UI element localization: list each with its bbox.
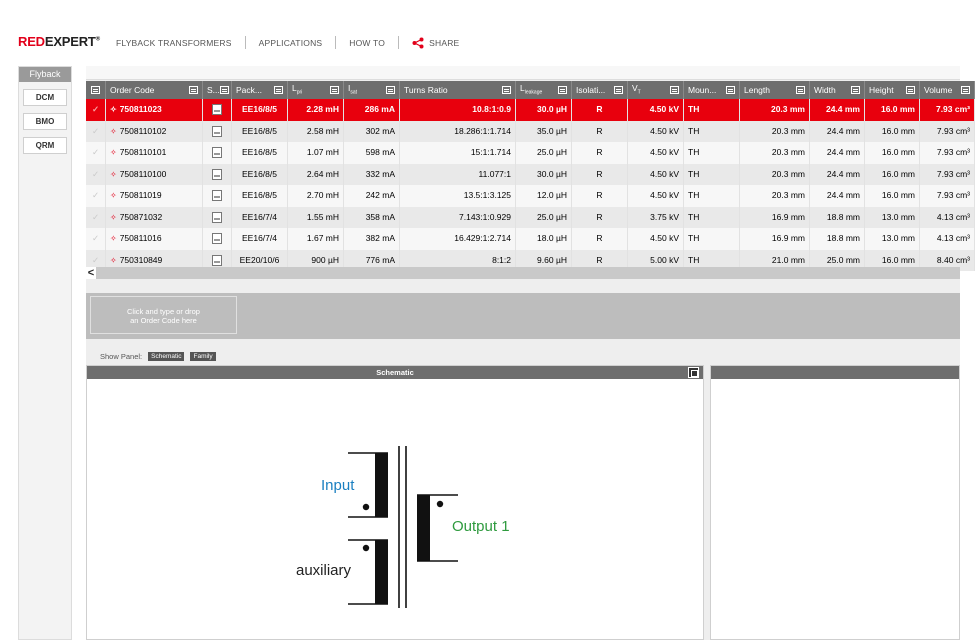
table-cell: 18.0 µH <box>516 228 572 250</box>
table-cell: 4.50 kV <box>628 142 684 164</box>
order-code: 750871032 <box>119 211 163 222</box>
column-menu-icon[interactable] <box>330 86 339 94</box>
table-cell: 286 mA <box>344 99 400 121</box>
compare-icon[interactable]: ✧ <box>110 169 117 179</box>
show-panel-label: Show Panel: <box>100 352 143 361</box>
table-row[interactable] <box>86 164 970 186</box>
table-cell: 7.93 cm³ <box>920 121 975 143</box>
table-cell: 16.9 mm <box>740 207 810 229</box>
table-cell: TH <box>684 99 740 121</box>
table-cell: 20.3 mm <box>740 121 810 143</box>
table-cell: 7.143:1:0.929 <box>400 207 516 229</box>
auxiliary-label: auxiliary <box>296 562 352 579</box>
datasheet-cell <box>203 142 232 164</box>
row-checkbox[interactable]: ✓ <box>86 185 106 207</box>
pdf-datasheet-icon[interactable] <box>212 233 222 244</box>
table-cell: 7.93 cm³ <box>920 142 975 164</box>
table-cell: 2.70 mH <box>288 185 344 207</box>
column-header[interactable] <box>920 81 975 99</box>
row-checkbox[interactable]: ✓ <box>86 207 106 229</box>
show-schematic-button[interactable]: Schematic <box>148 352 184 361</box>
row-checkbox[interactable]: ✓ <box>86 250 106 272</box>
datasheet-cell <box>203 121 232 143</box>
datasheet-cell <box>203 207 232 229</box>
order-code-cell[interactable] <box>106 164 203 186</box>
schematic-title-bar <box>87 366 703 379</box>
table-cell: TH <box>684 250 740 272</box>
schematic-title: Schematic <box>376 368 414 377</box>
column-header[interactable] <box>232 81 288 99</box>
table-cell: 18.286:1:1.714 <box>400 121 516 143</box>
row-checkbox[interactable]: ✓ <box>86 164 106 186</box>
row-checkbox[interactable]: ✓ <box>86 228 106 250</box>
table-cell: 4.50 kV <box>628 99 684 121</box>
pdf-datasheet-icon[interactable] <box>212 104 222 115</box>
compare-icon[interactable]: ✧ <box>110 105 117 114</box>
order-code: 750811019 <box>119 190 162 200</box>
table-cell: 302 mA <box>344 121 400 143</box>
table-cell: 598 mA <box>344 142 400 164</box>
table-cell: 16.0 mm <box>865 164 920 186</box>
table-cell: 7.93 cm³ <box>920 99 975 121</box>
drop-zone-line-1: Click and type or drop <box>127 307 200 316</box>
table-cell: TH <box>684 142 740 164</box>
show-panel-bar <box>100 352 216 361</box>
table-cell: 8:1:2 <box>400 250 516 272</box>
table-cell: 10.8:1:0.9 <box>400 99 516 121</box>
table-cell: 11.077:1 <box>400 164 516 186</box>
table-cell: 15:1:1.714 <box>400 142 516 164</box>
select-all-menu[interactable] <box>86 81 106 99</box>
table-row[interactable] <box>86 121 970 143</box>
column-menu-icon[interactable] <box>274 86 283 94</box>
table-cell: EE16/8/5 <box>232 99 288 121</box>
table-cell: 18.8 mm <box>810 207 865 229</box>
row-checkbox[interactable]: ✓ <box>86 121 106 143</box>
table-cell: 24.4 mm <box>810 99 865 121</box>
compare-icon[interactable]: ✧ <box>110 126 117 136</box>
drop-zone-line-2: an Order Code here <box>130 316 197 325</box>
table-cell: 900 µH <box>288 250 344 272</box>
table-cell: 25.0 µH <box>516 207 572 229</box>
order-code: 7508110102 <box>119 125 167 136</box>
column-menu-icon[interactable] <box>189 86 198 94</box>
sidebar-item-bmo[interactable]: BMO <box>23 113 67 130</box>
nav-flyback-transformers[interactable]: FLYBACK TRANSFORMERS <box>116 37 232 48</box>
table-cell: 20.3 mm <box>740 142 810 164</box>
column-header[interactable] <box>203 81 232 99</box>
pdf-datasheet-icon[interactable] <box>212 255 222 266</box>
share-label: SHARE <box>429 37 460 48</box>
compare-icon[interactable]: ✧ <box>110 212 117 222</box>
column-menu-icon[interactable] <box>386 86 395 94</box>
column-header[interactable] <box>572 81 628 99</box>
table-cell: R <box>572 142 628 164</box>
input-label: Input <box>321 477 355 494</box>
column-menu-icon[interactable] <box>670 86 679 94</box>
table-cell: 4.13 cm³ <box>920 207 975 229</box>
table-cell: 4.50 kV <box>628 121 684 143</box>
table-cell: 16.0 mm <box>865 250 920 272</box>
column-header-subscript: sat <box>350 89 358 96</box>
sidebar-item-qrm[interactable]: QRM <box>23 137 67 154</box>
order-code-cell[interactable] <box>106 185 203 207</box>
datasheet-cell <box>203 228 232 250</box>
table-row[interactable] <box>86 228 970 250</box>
row-checkbox[interactable]: ✓ <box>86 99 106 121</box>
column-menu-icon[interactable] <box>851 86 860 94</box>
column-menu-icon[interactable] <box>796 86 805 94</box>
share-icon <box>412 37 424 49</box>
column-header[interactable] <box>400 81 516 99</box>
column-header[interactable] <box>344 81 400 99</box>
row-checkbox[interactable]: ✓ <box>86 142 106 164</box>
pdf-datasheet-icon[interactable] <box>212 212 222 223</box>
column-header-label: I <box>348 82 351 93</box>
column-menu-icon[interactable] <box>726 86 735 94</box>
table-cell: R <box>572 228 628 250</box>
compare-icon[interactable]: ✧ <box>110 255 117 265</box>
nav-divider <box>245 36 246 49</box>
column-header-label: Length <box>744 85 770 95</box>
table-cell: 2.58 mH <box>288 121 344 143</box>
order-code: 750811023 <box>119 104 162 114</box>
column-header[interactable] <box>516 81 572 99</box>
order-code: 7508110101 <box>119 147 167 157</box>
pdf-datasheet-icon[interactable] <box>212 126 222 137</box>
table-cell: TH <box>684 185 740 207</box>
table-cell: 16.0 mm <box>865 185 920 207</box>
table-cell: 20.3 mm <box>740 164 810 186</box>
top-nav <box>116 36 459 49</box>
nav-divider <box>335 36 336 49</box>
column-header[interactable] <box>106 81 203 99</box>
table-cell: 776 mA <box>344 250 400 272</box>
table-cell: 8.40 cm³ <box>920 250 975 272</box>
logo-registered-mark: ® <box>95 36 100 43</box>
table-cell: 16.429:1:2.714 <box>400 228 516 250</box>
order-code-cell[interactable] <box>106 121 203 143</box>
column-header-label: V <box>632 82 638 93</box>
table-cell: 13.0 mm <box>865 228 920 250</box>
table-cell: 24.4 mm <box>810 121 865 143</box>
pdf-datasheet-icon[interactable] <box>212 190 222 201</box>
table-cell: R <box>572 185 628 207</box>
scroll-left-arrow[interactable]: < <box>87 267 95 279</box>
column-menu-icon[interactable] <box>558 86 567 94</box>
table-cell: 1.07 mH <box>288 142 344 164</box>
column-header-subscript: pri <box>296 89 303 96</box>
table-cell: TH <box>684 228 740 250</box>
sidebar-item-dcm[interactable]: DCM <box>23 89 67 106</box>
compare-icon[interactable]: ✧ <box>110 234 117 243</box>
table-row[interactable] <box>86 207 970 229</box>
column-header-label: Isolati... <box>576 85 606 95</box>
column-menu-icon[interactable] <box>614 86 623 94</box>
column-header-label: Turns Ratio <box>404 85 448 95</box>
column-header[interactable] <box>628 81 684 99</box>
order-code: 7508110100 <box>119 168 167 179</box>
column-header-label: S... <box>207 85 220 95</box>
table-cell: 16.0 mm <box>865 121 920 143</box>
order-code: 750310849 <box>119 254 163 265</box>
nav-applications[interactable]: APPLICATIONS <box>258 37 323 48</box>
table-cell: TH <box>684 121 740 143</box>
table-cell: 382 mA <box>344 228 400 250</box>
column-header-label: L <box>520 82 525 93</box>
table-cell: EE16/7/4 <box>232 207 288 229</box>
table-cell: R <box>572 164 628 186</box>
column-menu-icon[interactable] <box>906 86 915 94</box>
topology-sidebar <box>18 66 72 640</box>
main-panel <box>86 66 970 640</box>
table-cell: TH <box>684 164 740 186</box>
menu-icon <box>91 86 100 94</box>
column-header[interactable] <box>865 81 920 99</box>
sidebar-title: Flyback <box>19 67 71 82</box>
nav-how-to[interactable]: HOW TO <box>349 37 386 48</box>
table-cell: 12.0 µH <box>516 185 572 207</box>
logo-red-text: RED <box>18 34 45 49</box>
table-header-row <box>86 81 960 99</box>
column-header[interactable] <box>684 81 740 99</box>
table-cell: 4.50 kV <box>628 164 684 186</box>
column-header-label: Moun... <box>688 85 717 95</box>
nav-divider <box>398 36 399 49</box>
table-cell: 30.0 µH <box>516 164 572 186</box>
table-cell: 30.0 µH <box>516 99 572 121</box>
table-cell: R <box>572 121 628 143</box>
column-header[interactable] <box>288 81 344 99</box>
table-cell: 4.50 kV <box>628 228 684 250</box>
output-1-label: Output 1 <box>452 518 510 535</box>
product-table <box>86 81 970 271</box>
table-cell: 7.93 cm³ <box>920 164 975 186</box>
table-row[interactable] <box>86 185 970 207</box>
column-header-label: Order Code <box>110 85 155 95</box>
table-cell: R <box>572 207 628 229</box>
table-cell: EE16/8/5 <box>232 142 288 164</box>
table-cell: 358 mA <box>344 207 400 229</box>
show-family-button[interactable]: Family <box>190 352 215 361</box>
table-cell: 2.28 mH <box>288 99 344 121</box>
column-header-subscript: T <box>637 89 641 96</box>
datasheet-cell <box>203 185 232 207</box>
table-cell: 1.55 mH <box>288 207 344 229</box>
drop-zone-band <box>86 293 960 339</box>
column-menu-icon[interactable] <box>220 86 229 94</box>
table-cell: 7.93 cm³ <box>920 185 975 207</box>
table-cell: R <box>572 99 628 121</box>
table-cell: 2.64 mH <box>288 164 344 186</box>
share-button[interactable] <box>412 37 459 49</box>
column-header-label: Volume <box>924 85 953 95</box>
column-header-subscript: leakage <box>524 89 543 96</box>
table-cell: 332 mA <box>344 164 400 186</box>
table-cell: 24.4 mm <box>810 164 865 186</box>
order-code-drop-zone[interactable] <box>90 296 237 334</box>
table-cell: EE20/10/6 <box>232 250 288 272</box>
table-cell: 16.0 mm <box>865 142 920 164</box>
family-panel <box>710 365 960 640</box>
table-cell: 24.4 mm <box>810 185 865 207</box>
datasheet-cell <box>203 99 232 121</box>
compare-icon[interactable]: ✧ <box>110 191 117 200</box>
table-cell: 5.00 kV <box>628 250 684 272</box>
order-code: 750811016 <box>119 233 162 243</box>
column-header-label: L <box>292 82 297 93</box>
compare-icon[interactable]: ✧ <box>110 148 117 157</box>
table-cell: 20.3 mm <box>740 185 810 207</box>
schematic-panel <box>86 365 704 640</box>
order-code-cell[interactable] <box>106 207 203 229</box>
order-code-cell[interactable] <box>106 228 203 250</box>
table-cell: 18.8 mm <box>810 228 865 250</box>
table-cell: 1.67 mH <box>288 228 344 250</box>
column-header[interactable] <box>740 81 810 99</box>
table-cell: 25.0 µH <box>516 142 572 164</box>
table-cell: 16.0 mm <box>865 99 920 121</box>
table-cell: 21.0 mm <box>740 250 810 272</box>
column-menu-icon[interactable] <box>961 86 970 94</box>
datasheet-cell <box>203 164 232 186</box>
column-header-label: Pack... <box>236 85 262 95</box>
table-cell: 13.0 mm <box>865 207 920 229</box>
order-code-cell[interactable] <box>106 99 203 121</box>
maximize-icon[interactable] <box>688 367 699 378</box>
horizontal-scrollbar[interactable] <box>96 267 960 279</box>
table-cell: 9.60 µH <box>516 250 572 272</box>
table-cell: 4.13 cm³ <box>920 228 975 250</box>
column-header-label: Width <box>814 85 836 95</box>
table-cell: 242 mA <box>344 185 400 207</box>
table-cell: 24.4 mm <box>810 142 865 164</box>
column-header-label: Height <box>869 85 894 95</box>
table-cell: 35.0 µH <box>516 121 572 143</box>
table-cell: EE16/8/5 <box>232 185 288 207</box>
logo-dark-text: EXPERT <box>44 34 96 49</box>
table-row[interactable] <box>86 142 970 164</box>
table-cell: EE16/7/4 <box>232 228 288 250</box>
table-cell: R <box>572 250 628 272</box>
table-cell: TH <box>684 207 740 229</box>
order-code-cell[interactable] <box>106 142 203 164</box>
table-cell: 3.75 kV <box>628 207 684 229</box>
table-cell: 16.9 mm <box>740 228 810 250</box>
table-cell: EE16/8/5 <box>232 164 288 186</box>
table-row[interactable] <box>86 99 970 121</box>
pdf-datasheet-icon[interactable] <box>212 147 222 158</box>
column-header[interactable] <box>810 81 865 99</box>
column-menu-icon[interactable] <box>502 86 511 94</box>
table-cell: 20.3 mm <box>740 99 810 121</box>
redexpert-logo[interactable] <box>18 34 100 49</box>
table-cell: 13.5:1:3.125 <box>400 185 516 207</box>
pdf-datasheet-icon[interactable] <box>212 169 222 180</box>
table-cell: 4.50 kV <box>628 185 684 207</box>
table-cell: 25.0 mm <box>810 250 865 272</box>
table-cell: EE16/8/5 <box>232 121 288 143</box>
family-title-bar <box>711 366 959 379</box>
